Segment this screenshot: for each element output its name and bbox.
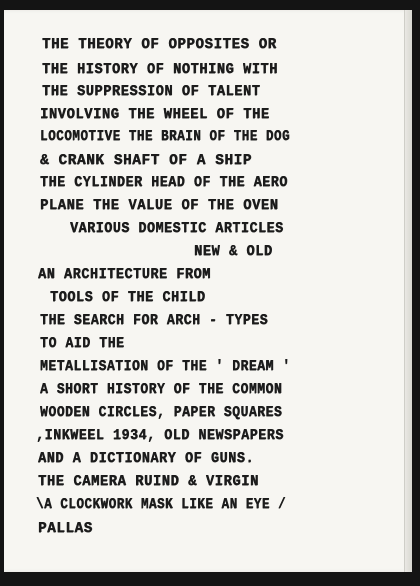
typed-text-block — [4, 10, 412, 572]
text-line: A SHORT HISTORY OF THE COMMON — [40, 381, 283, 398]
text-line: & CRANK SHAFT OF A SHIP — [40, 152, 253, 169]
text-line: WOODEN CIRCLES, PAPER SQUARES — [40, 404, 283, 421]
text-line: VARIOUS DOMESTIC ARTICLES — [70, 220, 284, 237]
text-line: THE CYLINDER HEAD OF THE AERO — [40, 174, 288, 191]
text-line: THE CAMERA RUIND & VIRGIN — [38, 473, 259, 490]
text-line: THE HISTORY OF NOTHING WITH — [42, 61, 278, 78]
text-line: AND A DICTIONARY OF GUNS. — [38, 450, 255, 467]
text-line: LOCOMOTIVE THE BRAIN OF THE DOG — [40, 128, 291, 145]
text-line: AN ARCHITECTURE FROM — [38, 266, 211, 283]
text-line: THE THEORY OF OPPOSITES OR — [42, 36, 277, 53]
text-line: PALLAS — [38, 520, 93, 537]
text-line: INVOLVING THE WHEEL OF THE — [40, 106, 270, 123]
text-line: TO AID THE — [40, 335, 125, 352]
document-page — [4, 10, 412, 572]
text-line: TOOLS OF THE CHILD — [50, 289, 206, 306]
text-line: \A CLOCKWORK MASK LIKE AN EYE / — [36, 496, 287, 513]
text-line: METALLISATION OF THE ' DREAM ' — [40, 358, 291, 375]
text-line: ,INKWEEL 1934, OLD NEWSPAPERS — [36, 427, 284, 444]
text-line: NEW & OLD — [194, 243, 273, 260]
text-line: THE SEARCH FOR ARCH - TYPES — [40, 312, 269, 329]
text-line: PLANE THE VALUE OF THE OVEN — [40, 197, 279, 214]
text-line: THE SUPPRESSION OF TALENT — [42, 83, 261, 100]
